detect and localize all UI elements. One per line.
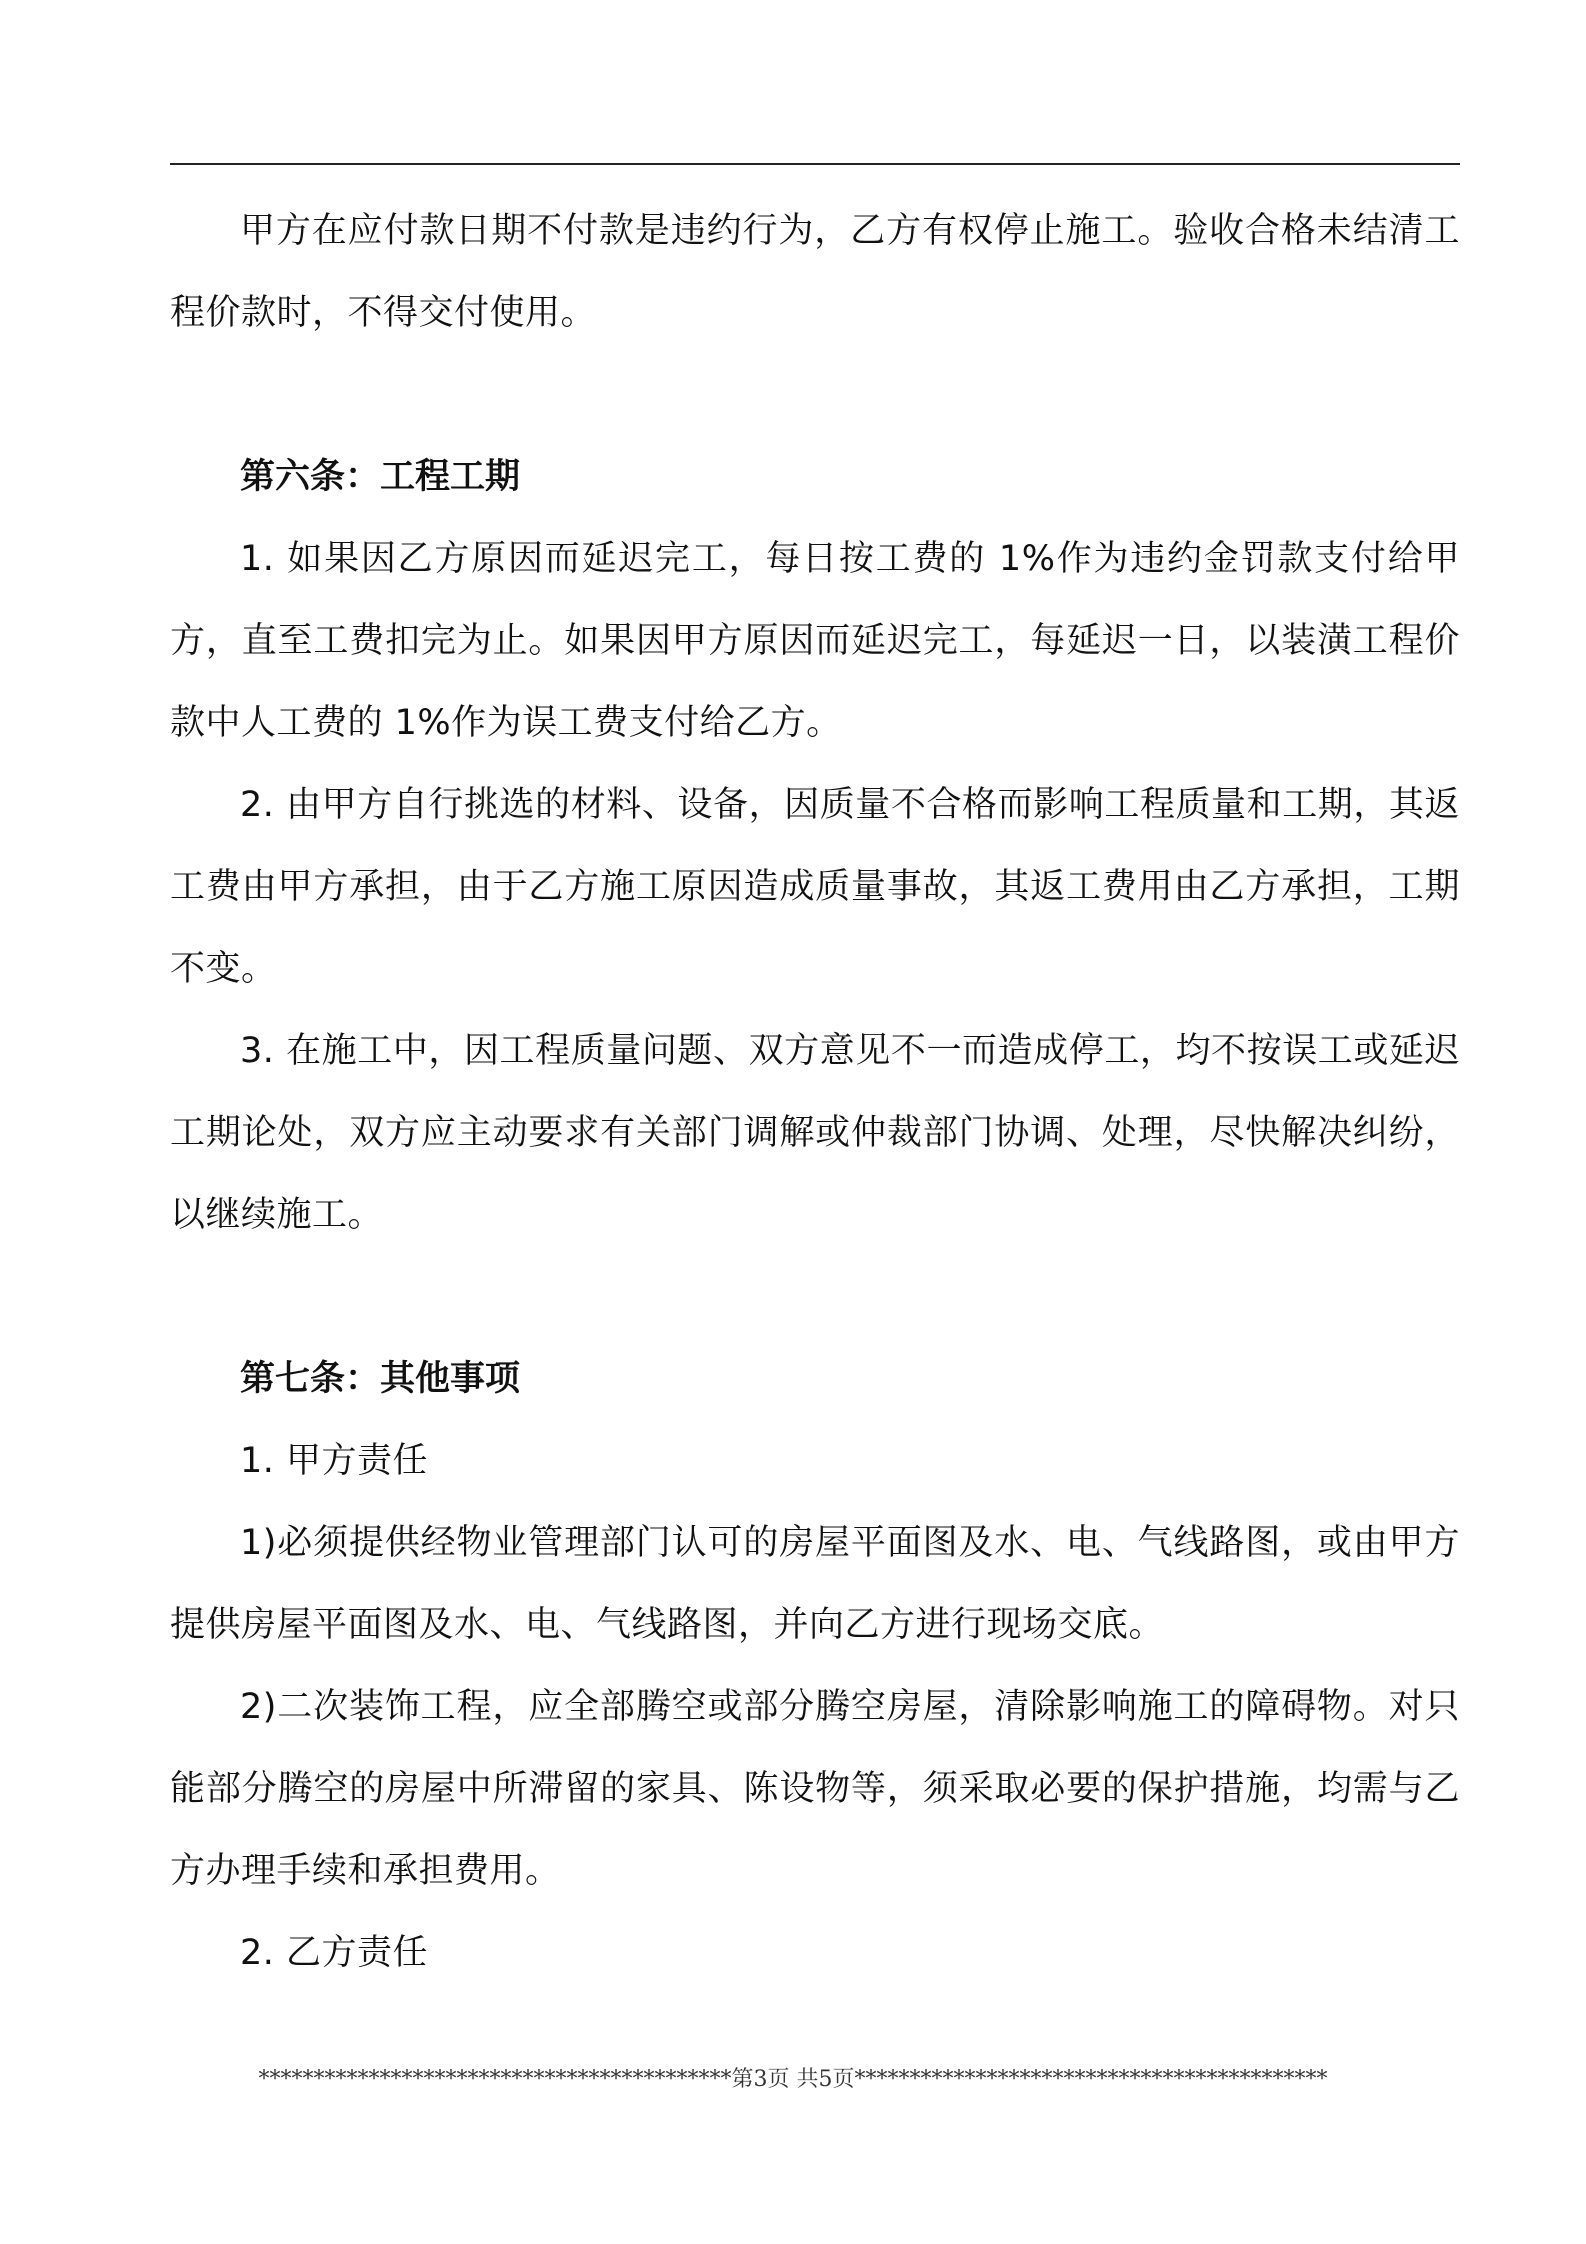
header-rule [170, 163, 1460, 165]
section6-item-2: 2. 由甲方自行挑选的材料、设备，因质量不合格而影响工程质量和工期，其返工费由甲方承担，由于乙方施工原因造成质量事故，其返工费用由乙方承担，工期不变。 [170, 785, 1460, 989]
section7-item-party-a-2: 2)二次装饰工程，应全部腾空或部分腾空房屋，清除影响施工的障碍物。对只能部分腾空的房屋中所滞留的家具、陈设物等，须采取必要的保护措施，均需与乙方办理手续和承担费用。 [170, 1687, 1460, 1891]
section-heading-6: 第六条：工程工期 [240, 457, 521, 497]
section7-item-party-a: 1. 甲方责任 [240, 1441, 429, 1481]
section7-item-party-a-1: 1)必须提供经物业管理部门认可的房屋平面图及水、电、气线路图，或由甲方提供房屋平面图及水、电、气线路图，并向乙方进行现场交底。 [170, 1523, 1460, 1645]
section-gap [170, 354, 1460, 436]
paragraph-payment-default: 甲方在应付款日期不付款是违约行为，乙方有权停止施工。验收合格未结清工程价款时，不得交付使用。 [170, 211, 1460, 333]
page-footer: *******************************************第3页 共5页******************************************* [258, 2067, 1328, 2092]
section6-item-3: 3. 在施工中，因工程质量问题、双方意见不一而造成停工，均不按误工或延迟工期论处，双方应主动要求有关部门调解或仲裁部门协调、处理，尽快解决纠纷，以继续施工。 [170, 1031, 1460, 1235]
section-heading-7: 第七条：其他事项 [240, 1359, 521, 1399]
document-body [170, 190, 1460, 1994]
section-gap [170, 1256, 1460, 1338]
section7-item-party-b: 2. 乙方责任 [240, 1933, 429, 1973]
section6-item-1: 1. 如果因乙方原因而延迟完工，每日按工费的 1%作为违约金罚款支付给甲方，直至工费扣完为止。如果因甲方原因而延迟完工，每延迟一日，以装潢工程价款中人工费的 1%作为误工费支付给乙方。 [170, 539, 1460, 743]
